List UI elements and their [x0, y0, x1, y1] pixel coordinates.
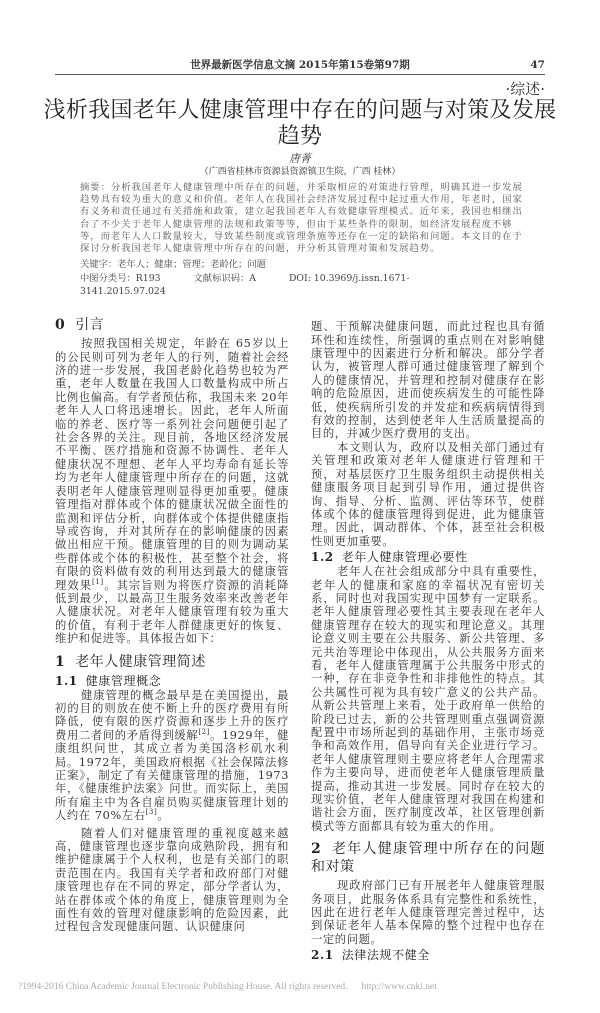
paragraph: 题、干预解决健康问题，而此过程也具有循环性和连续性，所强调的重点则在对影响健康管理中的因素进行分析和解决。部分学者认为，被管理人群可通过健康管理了解到个人的健康情况，并管理和控制对健康存在影响的危险原因，进而使疾病发生的可能性降低，使疾病所引发的并发症和疾病病情得到有效的控制，达到使老年人生活质量提高的目的，并减少医疗费用的支出。 — [311, 320, 545, 441]
paper-title: 浅析我国老年人健康管理中存在的问题与对策及发展趋势 — [43, 98, 557, 149]
subsection-heading — [311, 550, 545, 565]
section-number: 2 — [311, 841, 322, 858]
section-title: 老年人健康管理中所存在的问题和对策 — [311, 841, 545, 876]
page-number: 47 — [530, 59, 545, 71]
paragraph — [55, 337, 289, 645]
affiliation: （广西省桂林市资源县资源镇卫生院，广西 桂林） — [199, 167, 401, 177]
section-title: 老年人健康管理简述 — [75, 653, 206, 670]
left-column — [55, 312, 289, 963]
subsection-number: 1.2 — [311, 550, 334, 565]
section-heading — [55, 316, 289, 334]
footer-link[interactable]: http://www.cnki.net — [361, 982, 437, 993]
document-code: 文献标识码：A — [193, 273, 256, 285]
citation[interactable]: [2] — [198, 728, 211, 737]
classification — [80, 272, 525, 298]
section-title: 引言 — [75, 317, 105, 334]
subsection-title: 法律法规不健全 — [341, 948, 430, 963]
keywords: 关键字：老年人；健康；管理；老龄化；问题 — [80, 259, 266, 271]
body-columns — [55, 312, 545, 963]
paragraph: 随着人们对健康管理的重视度越来越高，健康管理也逐步靠向成熟阶段，拥有和维护健康属于个人权利，也是有关部门的职责范围在内。我国有关学者和政府部门对健康管理也存在不同的界定，部分学者认为，站在群体或个体的角度上，健康管理则为全面性有效的管理对健康影响的危险因素，此过程包含发现健康问题、认识健康问 — [55, 826, 289, 934]
subsection-title: 健康管理概念 — [85, 673, 162, 688]
subsection-number: 2.1 — [311, 948, 334, 963]
subsection-title: 老年人健康管理必要性 — [341, 550, 468, 565]
running-header — [55, 58, 545, 75]
copyright-footer — [18, 981, 545, 993]
subsection-heading — [55, 674, 289, 689]
paragraph-text: 。其宗旨则为将医疗资源的消耗降低到最少，以最高卫生服务效率来改善老年人健康状况。对老年人健康管理有较为重大的价值，有利于老年人群健康更好的恢复、维护和促进等。具体报告如下： — [55, 578, 289, 646]
section-heading — [55, 653, 289, 671]
abstract: 摘要：分析我国老年人健康管理中所存在的问题，并采取相应的对策进行管理，明确其进一步发展趋势具有较为重大的意义和价值。老年人在我国社会经济发展过程中起过重大作用，年老时，国家有义务和责任通过有关措施和政策，建立起我国老年人有效健康管理模式。近年来，我国也相继出台了不少关于老年人健康管理的法规和政策等等，但由于某些条件的限制，如经济发展程度不够等，而老年人人口数量较大，导致某些制度或管理条施等还存在一定的缺陷和问题。本文目的在于探讨分析我国老年人健康管理中所存在的问题，并分析其管理对策和发展趋势。 — [80, 182, 523, 255]
paragraph-text: 健康管理的概念最早是在美国提出，最初的目的则放在使不断上升的医疗费用有所降低，使有限的医疗资源和逐步上升的医疗费用二者间的矛盾得到缓解 — [55, 688, 289, 742]
journal-name: 世界最新医学信息文摘 2015年第15卷第97期 — [190, 59, 410, 71]
paragraph: 老年人在社会组成部分中具有重要性，老年人的健康和家庭的幸福状况有密切关系，同时也对我国实现中国梦有一定联系。老年人健康管理必要性其主要表现在老年人健康管理存在较大的现实和理论意义。其理论意义则主要在公共服务、新公共管理、多元共治等理论中体现出，从公共服务方面来看，老年人健康管理属于公共服务中形式的一种，存在非竞争性和非排他性的特点。其公共属性可视为具有较广意义的公共产品。从新公共管理上来看，处于政府单一供给的阶段已过去，新的公共管理则重点强调资源配置中市场所起到的基础作用，主张市场竞争和高效作用，倡导向有关企业进行学习。老年人健康管理则主要应将老年人合理需求作为主要向导，进而使老年人健康管理质量提高，推动其进一步发展。同时存在较大的现实价值，老年人健康管理对我国在构建和谐社会方面，医疗制度改革，社区管理创新模式等方面都具有较为重大的作用。 — [311, 565, 545, 833]
paragraph: 现政府部门已有开展老年人健康管理服务项目，此服务体系具有完整性和系统性，因此在进行老年人健康管理完善过程中，达到保证老年人基本保障的整个过程中也存在一定的问题。 — [311, 879, 545, 946]
author: 唐菁 — [289, 152, 311, 165]
paragraph-text: 。 — [157, 809, 170, 823]
section-number: 1 — [55, 653, 66, 670]
copyright-text: ?1994-2016 China Academic Journal Electronic Publishing House. All rights reserved. — [18, 982, 348, 993]
paragraph-text: 按照我国相关规定，年龄在 65岁以上的公民则可列为老年人的行列，随着社会经济的进一步发展，我国老龄化趋势也较为严重，老年人数量在我国人口数量构成中所占比例也偏高。有学者预估称，我国未来 20年老年人人口将迅速增长。因此，老年人所面临的养老、医疗等一系列社会问题便引起了社会各界的关注。现目前，各地区经济发展不平衡、医疗措施和资源不协调性、老年人健康状况不理想、老年人平均寿命有延长等均为老年人健康管理中所存在的问题，这就表明老年人健康管理则显得更加重要。健康管理指对群体或个体的健康状况做全面性的监测和评估分析，向群体或个体提供健康指导或咨询，并对其所存在的影响健康的因素做出相应干预。健康管理的目的则为调动某些群体或个体的积极性，甚至整个社会，将有限的资料做有效的利用达到最大的健康管理效果 — [55, 337, 289, 592]
right-column — [311, 312, 545, 963]
section-heading — [311, 840, 545, 876]
citation[interactable]: [3] — [145, 808, 158, 817]
paragraph-text: 。1929年，健康组织问世，其成立者为美国洛杉矶水利局。1972年，美国政府根据《社会保障法修正案》，制定了有关健康管理的措施，1973年，《健康维护法案》问世。而实际上，美国所有雇主中为各自雇员购买健康管理计划的人约在 70%左右 — [55, 728, 289, 823]
subsection-heading — [311, 948, 545, 963]
paragraph — [55, 689, 289, 823]
clc-number: 中图分类号：R193 — [80, 273, 161, 285]
section-tag: ·综述· — [505, 80, 545, 98]
citation[interactable]: [1] — [92, 577, 104, 586]
paragraph: 本文则认为，政府以及相关部门通过有关管理和政策对老年人健康进行管理和干预，对基层医疗卫生服务组织主动提供相关健康服务项目起到引导作用，通过提供咨询、指导、分析、监测、评估等环节，使群体或个体的健康管理得到促进，此为健康管理。因此，调动群体、个体，甚至社会积极性则更加重要。 — [311, 440, 545, 548]
subsection-number: 1.1 — [55, 673, 78, 688]
doi[interactable]: DOI: 10.3969/j.issn.1671-3141.2015.97.024 — [80, 273, 410, 298]
section-number: 0 — [55, 317, 66, 334]
